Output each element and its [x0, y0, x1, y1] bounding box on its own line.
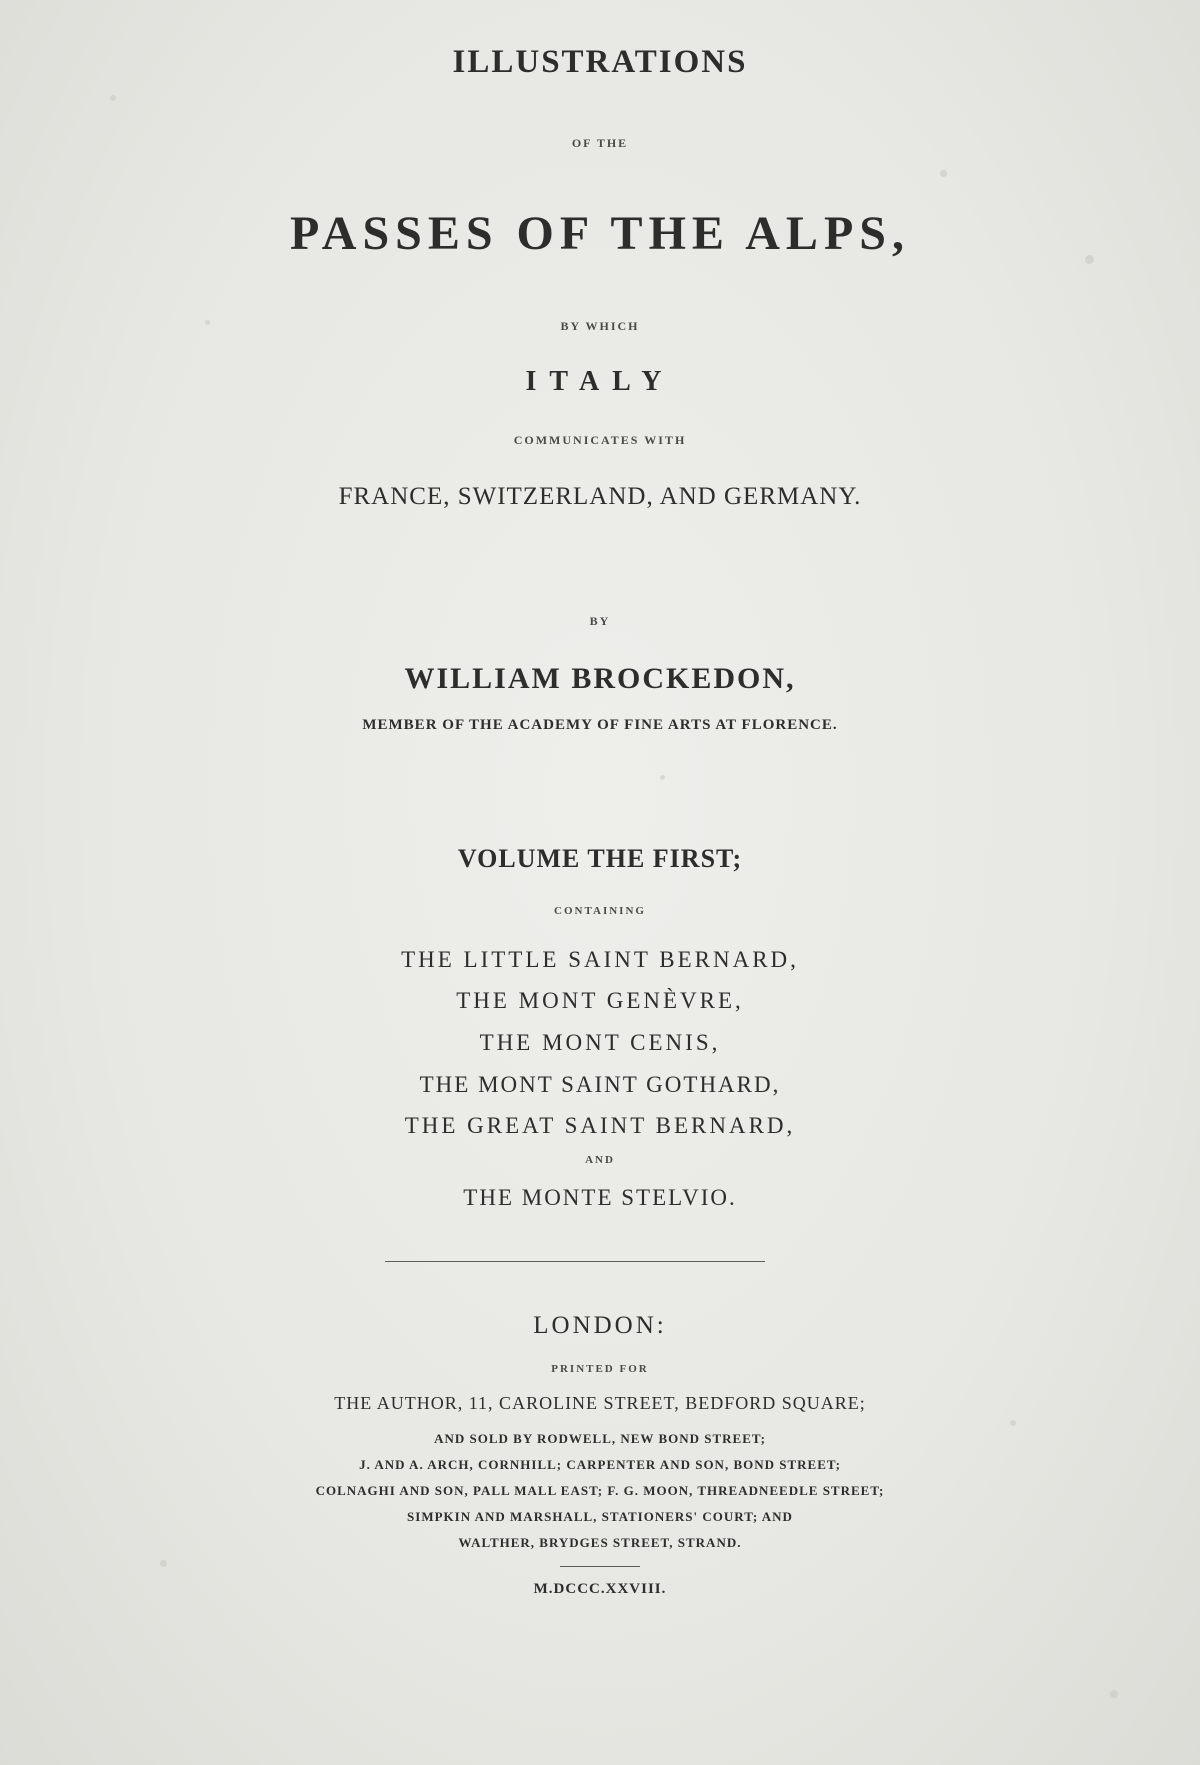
- imprint-seller-line: J. AND A. ARCH, CORNHILL; CARPENTER AND SON, BOND STREET;: [359, 1457, 841, 1472]
- title-line-italy: ITALY: [525, 366, 675, 397]
- imprint-seller-line: AND SOLD BY RODWELL, NEW BOND STREET;: [434, 1431, 766, 1446]
- pass-item: THE MONT GENÈVRE,: [456, 988, 744, 1013]
- title-line-communicates-with: COMMUNICATES WITH: [513, 433, 687, 447]
- pass-item-last: THE MONTE STELVIO.: [463, 1185, 737, 1210]
- title-line-by-which: BY WHICH: [560, 319, 640, 333]
- author-by: BY: [589, 614, 611, 628]
- divider-rule: [385, 1261, 765, 1262]
- imprint-seller-line: COLNAGHI AND SON, PALL MALL EAST; F. G. MOON, THREADNEEDLE STREET;: [315, 1483, 885, 1498]
- pass-item: THE MONT CENIS,: [479, 1030, 721, 1055]
- imprint-city: LONDON:: [533, 1312, 667, 1339]
- title-line-countries: FRANCE, SWITZERLAND, AND GERMANY.: [338, 483, 862, 510]
- author-affiliation: MEMBER OF THE ACADEMY OF FINE ARTS AT FLORENCE.: [362, 717, 838, 733]
- paper-speck: [1010, 1420, 1016, 1426]
- author-name: WILLIAM BROCKEDON,: [404, 662, 796, 695]
- date-rule: [560, 1566, 640, 1567]
- title-line-illustrations: ILLUSTRATIONS: [452, 44, 748, 80]
- imprint-seller-line: WALTHER, BRYDGES STREET, STRAND.: [458, 1535, 742, 1550]
- paper-speck: [940, 170, 947, 177]
- title-line-of-the: OF THE: [571, 136, 629, 150]
- imprint-author-address: THE AUTHOR, 11, CAROLINE STREET, BEDFORD SQUARE;: [334, 1393, 866, 1413]
- paper-speck: [110, 95, 116, 101]
- volume-and: AND: [585, 1154, 615, 1166]
- volume-containing: CONTAINING: [554, 905, 646, 917]
- pass-item: THE LITTLE SAINT BERNARD,: [401, 947, 799, 972]
- imprint-printed-for: PRINTED FOR: [551, 1363, 649, 1375]
- paper-speck: [160, 1560, 167, 1567]
- volume-heading: VOLUME THE FIRST;: [457, 844, 743, 873]
- paper-speck: [1110, 1690, 1118, 1698]
- imprint-date: M.DCCC.XXVIII.: [533, 1581, 667, 1597]
- paper-speck: [660, 775, 665, 780]
- pass-item: THE MONT SAINT GOTHARD,: [419, 1072, 781, 1097]
- pass-item: THE GREAT SAINT BERNARD,: [404, 1113, 796, 1138]
- imprint-seller-line: SIMPKIN AND MARSHALL, STATIONERS' COURT; AND: [407, 1509, 793, 1524]
- title-line-passes-of-the-alps: PASSES OF THE ALPS,: [290, 207, 910, 260]
